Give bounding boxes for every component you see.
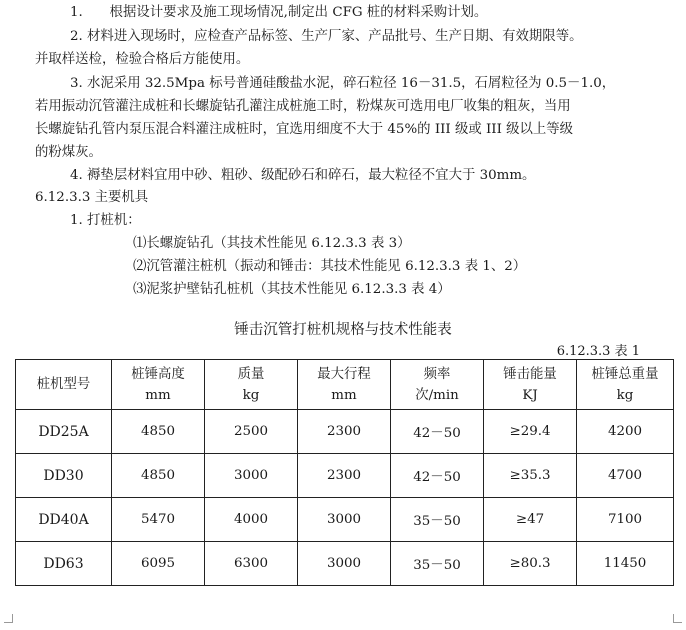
table-cell: 6300 [205, 542, 298, 586]
header-unit: KJ [522, 387, 538, 403]
table-cell: 3000 [298, 542, 391, 586]
table-row [16, 498, 674, 542]
table-number: 6.12.3.3 表 1 [556, 344, 640, 359]
paragraph-3-line-3: 长螺旋钻孔管内泵压混合料灌注成桩时，宜选用细度不大于 45%的 III 级或 III 级以上等级 [35, 122, 574, 137]
table-cell: 3000 [298, 498, 391, 542]
header-label: 质量 [237, 366, 265, 382]
header-unit: mm [331, 387, 357, 403]
header-unit: kg [616, 387, 634, 403]
header-cell [577, 360, 674, 410]
table-cell: 2500 [205, 410, 298, 454]
sub-heading: 1. 打桩机： [70, 213, 141, 228]
header-unit: mm [145, 387, 171, 403]
header-label: 锤击能量 [503, 366, 557, 382]
table-cell: 11450 [577, 542, 674, 586]
paragraph-3-line-4: 的粉煤灰。 [35, 145, 102, 160]
table-cell: 3000 [205, 454, 298, 498]
spec-table [15, 359, 674, 586]
header-cell [205, 360, 298, 410]
table-cell: 7100 [577, 498, 674, 542]
header-cell [112, 360, 205, 410]
table-title: 锤击沉管打桩机规格与技术性能表 [234, 322, 452, 338]
header-label: 频率 [423, 366, 451, 382]
table-cell: 6095 [112, 542, 205, 586]
section-heading: 6.12.3.3 主要机具 [35, 190, 149, 205]
paragraph-3-line-2: 若用振动沉管灌注成桩和长螺旋钻孔灌注成桩施工时，粉煤灰可选用电厂收集的粗灰，当用 [35, 99, 571, 114]
model-cell: DD63 [16, 542, 112, 586]
table-cell: 35－50 [391, 542, 484, 586]
page-corner-mark [4, 614, 13, 623]
table-cell: 5470 [112, 498, 205, 542]
paragraph-1: 1. 根据设计要求及施工现场情况,制定出 CFG 桩的材料采购计划。 [70, 5, 488, 20]
table-cell: 4850 [112, 454, 205, 498]
table-cell: 2300 [298, 410, 391, 454]
header-cell [298, 360, 391, 410]
table-cell: 2300 [298, 454, 391, 498]
table-cell: ≥47 [484, 498, 577, 542]
header-label: 桩机型号 [36, 377, 91, 392]
paragraph-2-line-1: 2. 材料进入现场时，应检查产品标签、生产厂家、产品批号、生产日期、有效期限等。 [70, 29, 583, 44]
table-cell: 42－50 [391, 454, 484, 498]
table-cell: 4200 [577, 410, 674, 454]
table-row [16, 454, 674, 498]
table-cell: 4000 [205, 498, 298, 542]
model-cell: DD40A [16, 498, 112, 542]
paragraph-3-line-1: 3. 水泥采用 32.5Mpa 标号普通硅酸盐水泥，碎石粒径 16－31.5，石屑粒径为 0.5－1.0， [70, 76, 616, 91]
header-cell [16, 360, 112, 410]
machine-item-3: ⑶泥浆护壁钻孔桩机（其技术性能见 6.12.3.3 表 4） [133, 282, 451, 297]
header-label: 桩锤高度 [131, 366, 185, 382]
table-cell: ≥29.4 [484, 410, 577, 454]
paragraph-4: 4. 褥垫层材料宜用中砂、粗砂、级配砂石和碎石，最大粒径不宜大于 30mm。 [70, 168, 536, 183]
page-corner-mark [673, 614, 682, 623]
table-cell: ≥80.3 [484, 542, 577, 586]
header-cell [391, 360, 484, 410]
header-cell [484, 360, 577, 410]
header-label: 桩锤总重量 [591, 366, 659, 382]
table-row [16, 542, 674, 586]
header-label: 最大行程 [317, 366, 371, 382]
machine-item-1: ⑴长螺旋钻孔（其技术性能见 6.12.3.3 表 3） [133, 236, 411, 251]
table-cell: 35－50 [391, 498, 484, 542]
table-header-row [16, 360, 674, 410]
model-cell: DD25A [16, 410, 112, 454]
machine-item-2: ⑵沉管灌注桩机（振动和锤击：其技术性能见 6.12.3.3 表 1、2） [133, 259, 527, 274]
model-cell: DD30 [16, 454, 112, 498]
table-cell: 4700 [577, 454, 674, 498]
header-unit: 次/min [415, 387, 459, 403]
header-unit: kg [242, 387, 260, 403]
paragraph-2-line-2: 并取样送检，检验合格后方能使用。 [35, 52, 250, 67]
table-cell: ≥35.3 [484, 454, 577, 498]
table-cell: 4850 [112, 410, 205, 454]
table-cell: 42－50 [391, 410, 484, 454]
table-row [16, 410, 674, 454]
